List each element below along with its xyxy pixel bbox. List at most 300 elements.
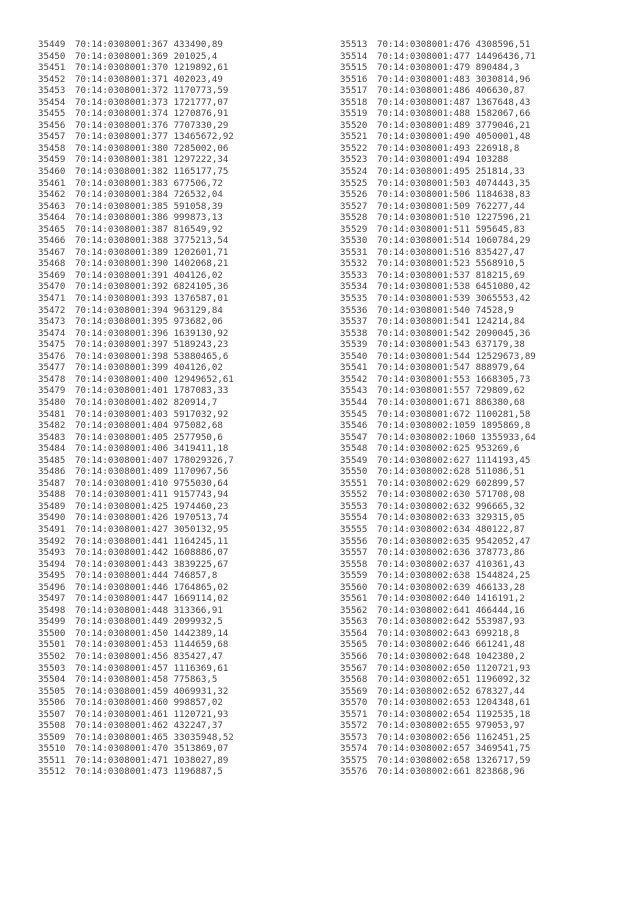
cadastral-number: 70:14:0308001:544 <box>377 351 471 362</box>
table-row <box>38 121 234 133</box>
cadastral-number: 70:14:0308001:514 <box>377 236 471 247</box>
row-number: 35466 <box>38 236 66 247</box>
cadastral-value: 1038027,89 <box>173 755 229 766</box>
row-number: 35535 <box>340 294 368 305</box>
cadastral-number: 70:14:0308001:542 <box>377 328 471 339</box>
cadastral-number: 70:14:0308002:642 <box>377 617 471 628</box>
table-row <box>340 363 536 375</box>
table-row <box>38 259 234 271</box>
table-row <box>38 652 234 664</box>
cadastral-value: 888979,64 <box>475 363 525 374</box>
cadastral-number: 70:14:0308001:382 <box>75 167 169 178</box>
cadastral-value: 2099932,5 <box>173 617 223 628</box>
cadastral-value: 1170967,56 <box>173 467 229 478</box>
row-number: 35451 <box>38 63 66 74</box>
cadastral-number: 70:14:0308001:483 <box>377 74 471 85</box>
table-row <box>340 179 536 191</box>
cadastral-value: 1582067,66 <box>475 109 531 120</box>
cadastral-value: 2090045,36 <box>475 328 531 339</box>
row-number: 35471 <box>38 294 66 305</box>
cadastral-number: 70:14:0308002:643 <box>377 628 471 639</box>
table-row <box>340 329 536 341</box>
cadastral-number: 70:14:0308001:374 <box>75 109 169 120</box>
cadastral-value: 1192535,18 <box>475 709 531 720</box>
cadastral-number: 70:14:0308002:639 <box>377 582 471 593</box>
table-row <box>38 640 234 652</box>
cadastral-number: 70:14:0308001:410 <box>75 478 169 489</box>
cadastral-value: 3779046,21 <box>475 120 531 131</box>
row-number: 35572 <box>340 721 368 732</box>
cadastral-number: 70:14:0308001:396 <box>75 328 169 339</box>
table-row <box>38 767 234 779</box>
cadastral-number: 70:14:0308001:401 <box>75 386 169 397</box>
cadastral-number: 70:14:0308001:384 <box>75 190 169 201</box>
cadastral-value: 313366,91 <box>173 605 223 616</box>
cadastral-number: 70:14:0308001:516 <box>377 247 471 258</box>
cadastral-value: 835427,47 <box>475 247 525 258</box>
cadastral-number: 70:14:0308001:465 <box>75 732 169 743</box>
row-number: 35505 <box>38 686 66 697</box>
row-number: 35512 <box>38 767 66 778</box>
cadastral-value: 378773,86 <box>475 548 525 559</box>
cadastral-value: 1895869,8 <box>481 421 531 432</box>
table-row <box>38 282 234 294</box>
row-number: 35459 <box>38 155 66 166</box>
row-number: 35518 <box>340 97 368 108</box>
table-row <box>340 121 536 133</box>
cadastral-number: 70:14:0308001:453 <box>75 640 169 651</box>
cadastral-value: 678327,44 <box>475 686 525 697</box>
cadastral-value: 1376587,01 <box>173 294 229 305</box>
cadastral-number: 70:14:0308002:661 <box>377 767 471 778</box>
row-number: 35495 <box>38 571 66 582</box>
cadastral-number: 70:14:0308002:625 <box>377 444 471 455</box>
cadastral-number: 70:14:0308001:457 <box>75 663 169 674</box>
cadastral-value: 1764865,02 <box>173 582 229 593</box>
cadastral-number: 70:14:0308001:448 <box>75 605 169 616</box>
cadastral-value: 729809,62 <box>475 386 525 397</box>
row-number: 35483 <box>38 432 66 443</box>
row-number: 35472 <box>38 305 66 316</box>
cadastral-value: 6824105,36 <box>173 282 229 293</box>
row-number: 35536 <box>340 305 368 316</box>
table-row <box>340 490 536 502</box>
row-number: 35449 <box>38 40 66 50</box>
table-row <box>340 629 536 641</box>
row-number: 35521 <box>340 132 368 143</box>
table-row <box>38 329 234 341</box>
table-row <box>38 386 234 398</box>
cadastral-number: 70:14:0308001:539 <box>377 294 471 305</box>
cadastral-number: 70:14:0308001:376 <box>75 120 169 131</box>
table-row <box>38 306 234 318</box>
cadastral-value: 33035948,52 <box>173 732 234 743</box>
cadastral-number: 70:14:0308001:407 <box>75 455 169 466</box>
row-number: 35467 <box>38 247 66 258</box>
cadastral-value: 511086,51 <box>475 467 525 478</box>
table-row <box>340 40 536 52</box>
cadastral-number: 70:14:0308002:636 <box>377 548 471 559</box>
cadastral-number: 70:14:0308001:398 <box>75 351 169 362</box>
cadastral-value: 103288 <box>475 155 509 166</box>
cadastral-value: 762277,44 <box>475 201 525 212</box>
table-row <box>340 548 536 560</box>
cadastral-value: 9755030,64 <box>173 478 229 489</box>
row-number: 35514 <box>340 51 368 62</box>
table-row <box>38 583 234 595</box>
cadastral-number: 70:14:0308001:399 <box>75 363 169 374</box>
row-number: 35560 <box>340 582 368 593</box>
row-number: 35533 <box>340 270 368 281</box>
cadastral-value: 3065553,42 <box>475 294 531 305</box>
cadastral-number: 70:14:0308002:653 <box>377 698 471 709</box>
table-row <box>38 352 234 364</box>
table-row <box>340 155 536 167</box>
cadastral-value: 886380,68 <box>475 397 525 408</box>
row-number: 35490 <box>38 513 66 524</box>
cadastral-value: 1164245,11 <box>173 536 229 547</box>
table-row <box>38 560 234 572</box>
row-number: 35513 <box>340 40 368 50</box>
cadastral-value: 13465672,92 <box>173 132 234 143</box>
cadastral-value: 201025,4 <box>173 51 218 62</box>
table-row <box>38 213 234 225</box>
cadastral-number: 70:14:0308002:628 <box>377 467 471 478</box>
table-row <box>340 421 536 433</box>
cadastral-number: 70:14:0308001:553 <box>377 374 471 385</box>
row-number: 35538 <box>340 328 368 339</box>
row-number: 35473 <box>38 317 66 328</box>
cadastral-value: 4074443,35 <box>475 178 531 189</box>
cadastral-value: 12529673,89 <box>475 351 536 362</box>
row-number: 35491 <box>38 524 66 535</box>
row-number: 35563 <box>340 617 368 628</box>
row-number: 35464 <box>38 213 66 224</box>
cadastral-value: 3419411,18 <box>173 444 229 455</box>
cadastral-number: 70:14:0308001:495 <box>377 167 471 178</box>
row-number: 35497 <box>38 594 66 605</box>
table-row <box>340 640 536 652</box>
cadastral-number: 70:14:0308001:380 <box>75 143 169 154</box>
cadastral-value: 5568910,5 <box>475 259 525 270</box>
table-row <box>340 756 536 768</box>
cadastral-value: 1608886,07 <box>173 548 229 559</box>
cadastral-value: 432247,37 <box>173 721 223 732</box>
table-row <box>38 98 234 110</box>
cadastral-value: 1326717,59 <box>475 755 531 766</box>
cadastral-number: 70:14:0308002:1059 <box>377 421 476 432</box>
cadastral-value: 996665,32 <box>475 501 525 512</box>
row-number: 35539 <box>340 340 368 351</box>
row-number: 35569 <box>340 686 368 697</box>
cadastral-number: 70:14:0308001:389 <box>75 247 169 258</box>
row-number: 35556 <box>340 536 368 547</box>
cadastral-number: 70:14:0308001:490 <box>377 132 471 143</box>
row-number: 35570 <box>340 698 368 709</box>
cadastral-value: 1165177,75 <box>173 167 229 178</box>
cadastral-number: 70:14:0308001:509 <box>377 201 471 212</box>
cadastral-number: 70:14:0308001:450 <box>75 628 169 639</box>
row-number: 35555 <box>340 524 368 535</box>
cadastral-value: 953269,6 <box>475 444 520 455</box>
row-number: 35507 <box>38 709 66 720</box>
cadastral-value: 1219892,61 <box>173 63 229 74</box>
cadastral-value: 53880465,6 <box>173 351 229 362</box>
table-row <box>340 617 536 629</box>
table-row <box>38 375 234 387</box>
cadastral-value: 1669114,02 <box>173 594 229 605</box>
cadastral-value: 1162451,25 <box>475 732 531 743</box>
table-row <box>340 398 536 410</box>
cadastral-number: 70:14:0308001:470 <box>75 744 169 755</box>
cadastral-value: 14496436,71 <box>475 51 536 62</box>
cadastral-value: 637179,38 <box>475 340 525 351</box>
row-number: 35460 <box>38 167 66 178</box>
table-row <box>38 75 234 87</box>
cadastral-number: 70:14:0308002:634 <box>377 524 471 535</box>
cadastral-number: 70:14:0308001:400 <box>75 374 169 385</box>
cadastral-value: 1367648,43 <box>475 97 531 108</box>
table-row <box>340 606 536 618</box>
cadastral-number: 70:14:0308002:658 <box>377 755 471 766</box>
table-row <box>340 109 536 121</box>
row-number: 35544 <box>340 397 368 408</box>
cadastral-number: 70:14:0308001:486 <box>377 86 471 97</box>
table-row <box>340 202 536 214</box>
table-row <box>38 294 234 306</box>
table-row <box>38 744 234 756</box>
cadastral-number: 70:14:0308002:650 <box>377 663 471 674</box>
cadastral-number: 70:14:0308001:402 <box>75 397 169 408</box>
row-number: 35503 <box>38 663 66 674</box>
table-row <box>38 86 234 98</box>
table-row <box>38 617 234 629</box>
row-number: 35528 <box>340 213 368 224</box>
cadastral-number: 70:14:0308001:540 <box>377 305 471 316</box>
cadastral-number: 70:14:0308001:397 <box>75 340 169 351</box>
cadastral-number: 70:14:0308001:460 <box>75 698 169 709</box>
table-row <box>38 340 234 352</box>
cadastral-number: 70:14:0308001:427 <box>75 524 169 535</box>
row-number: 35465 <box>38 224 66 235</box>
row-number: 35501 <box>38 640 66 651</box>
table-row <box>340 444 536 456</box>
row-number: 35534 <box>340 282 368 293</box>
row-number: 35558 <box>340 559 368 570</box>
cadastral-number: 70:14:0308001:471 <box>75 755 169 766</box>
table-row <box>38 248 234 260</box>
row-number: 35564 <box>340 628 368 639</box>
row-number: 35530 <box>340 236 368 247</box>
cadastral-number: 70:14:0308001:477 <box>377 51 471 62</box>
cadastral-value: 402023,49 <box>173 74 223 85</box>
cadastral-number: 70:14:0308001:388 <box>75 236 169 247</box>
cadastral-value: 2577950,6 <box>173 432 223 443</box>
cadastral-number: 70:14:0308001:372 <box>75 86 169 97</box>
row-number: 35552 <box>340 490 368 501</box>
cadastral-number: 70:14:0308001:489 <box>377 120 471 131</box>
cadastral-value: 1355933,64 <box>481 432 536 443</box>
cadastral-number: 70:14:0308001:386 <box>75 213 169 224</box>
cadastral-value: 973682,06 <box>173 317 223 328</box>
cadastral-number: 70:14:0308001:370 <box>75 63 169 74</box>
row-number: 35526 <box>340 190 368 201</box>
table-row <box>340 710 536 722</box>
row-number: 35547 <box>340 432 368 443</box>
left-column <box>38 40 234 779</box>
table-row <box>38 467 234 479</box>
cadastral-number: 70:14:0308002:627 <box>377 455 471 466</box>
row-number: 35468 <box>38 259 66 270</box>
cadastral-number: 70:14:0308001:383 <box>75 178 169 189</box>
row-number: 35524 <box>340 167 368 178</box>
row-number: 35478 <box>38 374 66 385</box>
table-row <box>38 756 234 768</box>
row-number: 35571 <box>340 709 368 720</box>
row-number: 35498 <box>38 605 66 616</box>
cadastral-number: 70:14:0308002:1060 <box>377 432 476 443</box>
table-row <box>340 294 536 306</box>
table-row <box>38 513 234 525</box>
table-row <box>38 664 234 676</box>
row-number: 35529 <box>340 224 368 235</box>
table-row <box>38 548 234 560</box>
table-row <box>38 687 234 699</box>
table-row <box>38 398 234 410</box>
table-row <box>340 236 536 248</box>
cadastral-value: 602899,57 <box>475 478 525 489</box>
table-row <box>38 594 234 606</box>
row-number: 35500 <box>38 628 66 639</box>
row-number: 35484 <box>38 444 66 455</box>
cadastral-value: 726532,04 <box>173 190 223 201</box>
table-row <box>38 721 234 733</box>
cadastral-number: 70:14:0308001:394 <box>75 305 169 316</box>
cadastral-value: 3839225,67 <box>173 559 229 570</box>
row-number: 35461 <box>38 178 66 189</box>
cadastral-number: 70:14:0308001:446 <box>75 582 169 593</box>
cadastral-value: 1170773,59 <box>173 86 229 97</box>
table-row <box>340 410 536 422</box>
row-number: 35476 <box>38 351 66 362</box>
cadastral-number: 70:14:0308001:493 <box>377 143 471 154</box>
cadastral-number: 70:14:0308001:506 <box>377 190 471 201</box>
cadastral-value: 12949652,61 <box>173 374 234 385</box>
row-number: 35474 <box>38 328 66 339</box>
cadastral-value: 9157743,94 <box>173 490 229 501</box>
cadastral-value: 1974460,23 <box>173 501 229 512</box>
cadastral-value: 775863,5 <box>173 675 218 686</box>
row-number: 35532 <box>340 259 368 270</box>
table-row <box>38 490 234 502</box>
table-row <box>340 132 536 144</box>
row-number: 35480 <box>38 397 66 408</box>
cadastral-value: 553987,93 <box>475 617 525 628</box>
cadastral-number: 70:14:0308002:651 <box>377 675 471 686</box>
cadastral-value: 3030814,96 <box>475 74 531 85</box>
cadastral-value: 6451080,42 <box>475 282 531 293</box>
row-number: 35522 <box>340 143 368 154</box>
table-row <box>340 306 536 318</box>
cadastral-number: 70:14:0308002:637 <box>377 559 471 570</box>
cadastral-number: 70:14:0308001:404 <box>75 421 169 432</box>
cadastral-value: 404126,02 <box>173 363 223 374</box>
cadastral-number: 70:14:0308001:371 <box>75 74 169 85</box>
row-number: 35519 <box>340 109 368 120</box>
cadastral-value: 1297222,34 <box>173 155 229 166</box>
cadastral-number: 70:14:0308002:656 <box>377 732 471 743</box>
table-row <box>38 202 234 214</box>
cadastral-number: 70:14:0308001:543 <box>377 340 471 351</box>
cadastral-value: 963129,84 <box>173 305 223 316</box>
cadastral-number: 70:14:0308002:654 <box>377 709 471 720</box>
table-row <box>38 271 234 283</box>
cadastral-number: 70:14:0308002:635 <box>377 536 471 547</box>
table-row <box>340 560 536 572</box>
cadastral-value: 1204348,61 <box>475 698 531 709</box>
cadastral-value: 7707330,29 <box>173 120 229 131</box>
row-number: 35489 <box>38 501 66 512</box>
cadastral-value: 9542052,47 <box>475 536 531 547</box>
table-row <box>340 594 536 606</box>
table-row <box>340 86 536 98</box>
cadastral-number: 70:14:0308001:426 <box>75 513 169 524</box>
cadastral-value: 3469541,75 <box>475 744 531 755</box>
cadastral-number: 70:14:0308002:655 <box>377 721 471 732</box>
cadastral-number: 70:14:0308001:411 <box>75 490 169 501</box>
row-number: 35492 <box>38 536 66 547</box>
row-number: 35557 <box>340 548 368 559</box>
cadastral-number: 70:14:0308001:369 <box>75 51 169 62</box>
row-number: 35576 <box>340 767 368 778</box>
row-number: 35559 <box>340 571 368 582</box>
table-row <box>340 144 536 156</box>
cadastral-value: 3775213,54 <box>173 236 229 247</box>
cadastral-value: 591058,39 <box>173 201 223 212</box>
cadastral-number: 70:14:0308001:443 <box>75 559 169 570</box>
cadastral-value: 1116369,61 <box>173 663 229 674</box>
cadastral-number: 70:14:0308002:630 <box>377 490 471 501</box>
row-number: 35450 <box>38 51 66 62</box>
cadastral-value: 466444,16 <box>475 605 525 616</box>
table-row <box>340 675 536 687</box>
cadastral-number: 70:14:0308001:403 <box>75 409 169 420</box>
table-row <box>38 52 234 64</box>
cadastral-value: 1202601,71 <box>173 247 229 258</box>
table-row <box>38 606 234 618</box>
cadastral-number: 70:14:0308001:547 <box>377 363 471 374</box>
row-number: 35462 <box>38 190 66 201</box>
cadastral-value: 890484,3 <box>475 63 520 74</box>
cadastral-number: 70:14:0308002:638 <box>377 571 471 582</box>
cadastral-number: 70:14:0308001:503 <box>377 178 471 189</box>
table-row <box>340 433 536 445</box>
cadastral-value: 1787083,33 <box>173 386 229 397</box>
cadastral-number: 70:14:0308001:538 <box>377 282 471 293</box>
cadastral-value: 746857,8 <box>173 571 218 582</box>
table-row <box>38 109 234 121</box>
row-number: 35482 <box>38 421 66 432</box>
table-row <box>38 225 234 237</box>
cadastral-value: 5917032,92 <box>173 409 229 420</box>
row-number: 35455 <box>38 109 66 120</box>
cadastral-value: 410361,43 <box>475 559 525 570</box>
cadastral-value: 1639130,92 <box>173 328 229 339</box>
table-row <box>340 52 536 64</box>
cadastral-value: 1970513,74 <box>173 513 229 524</box>
cadastral-value: 404126,02 <box>173 270 223 281</box>
cadastral-number: 70:14:0308002:652 <box>377 686 471 697</box>
